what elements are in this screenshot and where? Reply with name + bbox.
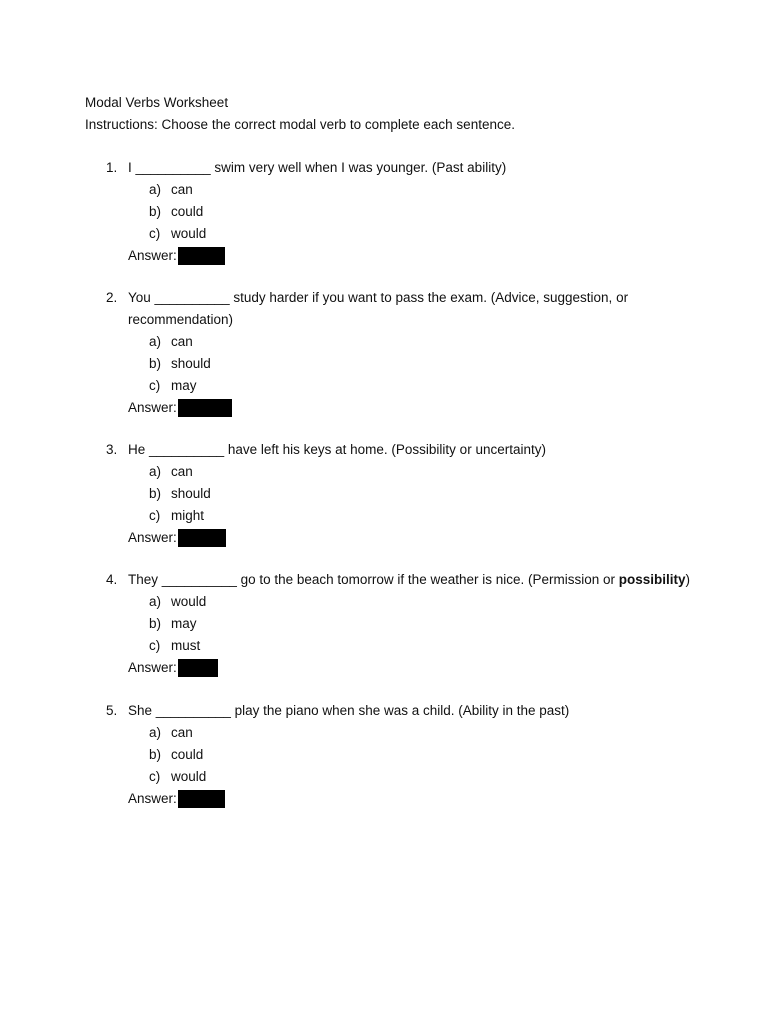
option-a <box>0 179 768 201</box>
option-text: must <box>171 638 201 653</box>
question-number: 1. <box>106 160 118 175</box>
question-number: 3. <box>106 442 118 457</box>
option-text: should <box>171 356 211 371</box>
question-1 <box>0 157 768 267</box>
option-letter: c) <box>149 508 161 523</box>
question-line <box>0 700 768 722</box>
question-line <box>0 157 768 179</box>
answer-label: Answer: <box>128 248 177 263</box>
question-text: You __________ study harder if you want to pass the exam. (Advice, suggestion, or <box>128 290 629 305</box>
question-3 <box>0 439 768 549</box>
option-letter: b) <box>149 204 162 219</box>
option-text: could <box>171 204 204 219</box>
question-text <box>128 569 690 591</box>
option-letter: b) <box>149 486 162 501</box>
answer-line <box>0 245 768 267</box>
option-letter: a) <box>149 725 162 740</box>
answer-line <box>0 397 768 419</box>
option-letter: a) <box>149 334 162 349</box>
option-text: may <box>171 378 197 393</box>
answer-line <box>0 657 768 679</box>
option-c <box>0 223 768 245</box>
option-b <box>0 353 768 375</box>
option-letter: a) <box>149 594 162 609</box>
answer-label: Answer: <box>128 400 177 415</box>
question-line-continued <box>0 309 768 331</box>
option-c <box>0 375 768 397</box>
question-text-suffix: ) <box>685 572 691 587</box>
option-letter: c) <box>149 378 161 393</box>
question-4 <box>0 569 768 679</box>
option-b <box>0 201 768 223</box>
option-letter: c) <box>149 638 161 653</box>
option-a <box>0 591 768 613</box>
option-letter: b) <box>149 747 162 762</box>
redacted-answer <box>178 399 232 417</box>
redacted-answer <box>178 659 218 677</box>
question-text: She __________ play the piano when she was a child. (Ability in the past) <box>128 703 570 718</box>
option-letter: b) <box>149 616 162 631</box>
question-text-continued: recommendation) <box>128 312 234 327</box>
option-b <box>0 744 768 766</box>
question-text-emphasis: possibility <box>618 572 686 587</box>
option-a <box>0 331 768 353</box>
redacted-answer <box>178 529 226 547</box>
option-letter: c) <box>149 226 161 241</box>
option-text: should <box>171 486 211 501</box>
question-number: 4. <box>106 572 118 587</box>
question-text: He __________ have left his keys at home. (Possibility or uncertainty) <box>128 442 546 457</box>
option-text: could <box>171 747 204 762</box>
question-number: 5. <box>106 703 118 718</box>
answer-label: Answer: <box>128 660 177 675</box>
option-text: can <box>171 725 193 740</box>
option-a <box>0 722 768 744</box>
option-b <box>0 613 768 635</box>
option-c <box>0 635 768 657</box>
question-line <box>0 287 768 309</box>
option-c <box>0 505 768 527</box>
option-letter: c) <box>149 769 161 784</box>
redacted-answer <box>178 790 225 808</box>
question-text: I __________ swim very well when I was younger. (Past ability) <box>128 160 507 175</box>
question-number: 2. <box>106 290 118 305</box>
worksheet-title: Modal Verbs Worksheet <box>85 95 229 110</box>
option-text: might <box>171 508 205 523</box>
answer-label: Answer: <box>128 530 177 545</box>
answer-label: Answer: <box>128 791 177 806</box>
question-5 <box>0 700 768 810</box>
question-line <box>0 439 768 461</box>
option-text: can <box>171 464 193 479</box>
option-text: would <box>171 769 207 784</box>
option-a <box>0 461 768 483</box>
redacted-answer <box>178 247 225 265</box>
question-2 <box>0 287 768 419</box>
answer-line <box>0 527 768 549</box>
answer-line <box>0 788 768 810</box>
option-b <box>0 483 768 505</box>
option-text: can <box>171 182 193 197</box>
worksheet-instructions: Instructions: Choose the correct modal verb to complete each sentence. <box>85 117 515 132</box>
option-text: may <box>171 616 197 631</box>
option-letter: a) <box>149 182 162 197</box>
option-c <box>0 766 768 788</box>
question-line <box>0 569 768 591</box>
option-letter: a) <box>149 464 162 479</box>
option-text: would <box>171 226 207 241</box>
question-text-prefix: They __________ go to the beach tomorrow if the weather is nice. (Permission or <box>128 572 619 587</box>
option-letter: b) <box>149 356 162 371</box>
option-text: would <box>171 594 207 609</box>
option-text: can <box>171 334 193 349</box>
